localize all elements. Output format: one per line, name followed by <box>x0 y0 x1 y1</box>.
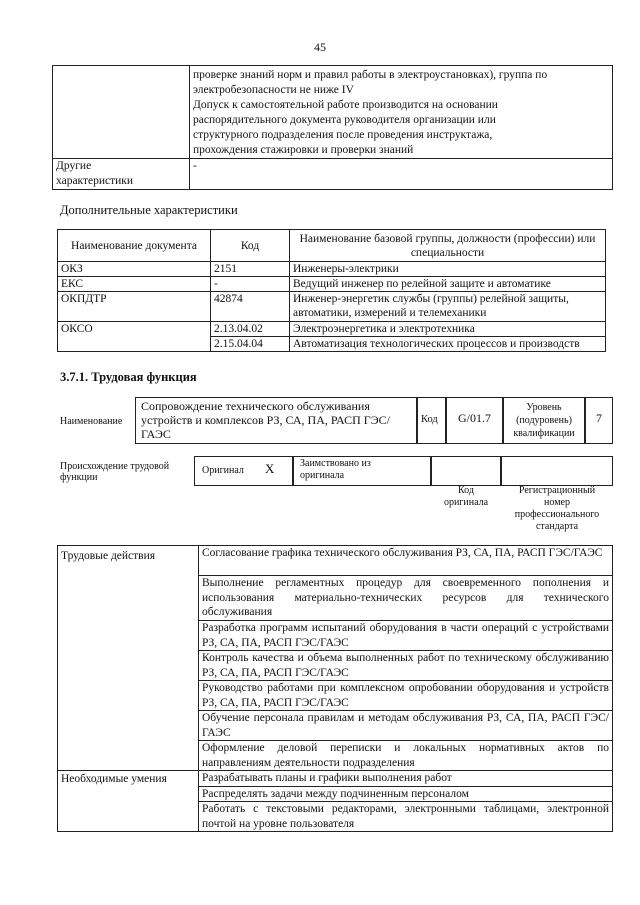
code-value: G/01.7 <box>458 411 491 425</box>
page-number: 45 <box>314 40 326 54</box>
requirements-line: Допуск к самостоятельной работе производится на основании <box>193 99 498 111</box>
header-code: Код <box>211 230 290 262</box>
doc-cell: ОКСО <box>58 322 211 337</box>
table-row <box>58 262 606 277</box>
name-cell: Инженеры-электрики <box>290 262 606 277</box>
requirements-text-cell <box>190 66 613 159</box>
name-cell: Ведущий инженер по релейной защите и автоматике <box>290 277 606 292</box>
doc-cell: ОКЗ <box>58 262 211 277</box>
label-line: характеристики <box>56 175 134 187</box>
table-row <box>58 337 606 352</box>
original-mark: X <box>265 461 275 476</box>
requirements-line: структурного подразделения после проведения инструктажа, <box>193 129 493 141</box>
name-cell: Электроэнергетика и электротехника <box>290 322 606 337</box>
list-item: Обучение персонала правилам и методам обслуживания РЗ, СА, ПА, РАСП ГЭС/ГАЭС <box>199 711 613 741</box>
name-cell: Автоматизация технологических процессов и производств <box>290 337 606 352</box>
list-item: Руководство работами при комплексном опробовании оборудования и устройств РЗ, СА, ПА, РАСП ГЭС/ГАЭС <box>199 681 613 711</box>
labor-actions-table <box>57 545 613 832</box>
doc-cell <box>58 337 211 352</box>
other-characteristics-value: - <box>190 159 613 190</box>
header-group-name: Наименование базовой группы, должности (профессии) или специальности <box>290 230 606 262</box>
additional-characteristics-title: Дополнительные характеристики <box>60 203 238 217</box>
origin-code-cell <box>431 456 501 486</box>
additional-characteristics-table <box>57 229 606 352</box>
list-item: Распределять задачи между подчиненным персоналом <box>199 786 613 802</box>
level-value: 7 <box>596 411 602 425</box>
table-row <box>58 322 606 337</box>
doc-cell: ЕКС <box>58 277 211 292</box>
table-row <box>58 277 606 292</box>
list-item: Контроль качества и объема выполненных работ по техническому обслуживанию РЗ, СА, ПА, РАСП ГЭС/ГАЭС <box>199 651 613 681</box>
code-cell: 42874 <box>211 292 290 322</box>
empty-label-cell <box>53 66 190 159</box>
label-line: Другие <box>56 160 92 172</box>
list-item: Выполнение регламентных процедур для своевременного пополнения и использования материально-технических ресурсов для технического обслуживания <box>199 576 613 621</box>
list-item: Согласование графика технического обслуживания РЗ, СА, ПА, РАСП ГЭС/ГАЭС <box>199 546 613 576</box>
list-item: Оформление деловой переписки и локальных нормативных актов по направлениям деятельности подразделения <box>199 741 613 771</box>
registration-number-cell <box>501 456 613 486</box>
qualification-requirements-table <box>52 65 613 190</box>
labor-actions-label: Трудовые действия <box>58 546 199 771</box>
section-title: 3.7.1. Трудовая функция <box>60 370 197 384</box>
origin-label: Происхождение трудовой функции <box>60 461 170 483</box>
skills-label: Необходимые умения <box>58 771 199 832</box>
requirements-line: распорядительного документа руководителя организации или <box>193 114 496 126</box>
borrowed-label: Заимствовано из оригинала <box>300 458 371 481</box>
function-name-value: Сопровождение технического обслуживания устройств и комплексов РЗ, СА, ПА, РАСП ГЭС/ГАЭС <box>141 399 390 441</box>
code-cell: 2151 <box>211 262 290 277</box>
name-cell: Инженер-энергетик службы (группы) релейной защиты, автоматики, измерений и телемеханики <box>290 292 606 322</box>
code-label: Код <box>421 414 438 425</box>
list-item: Работать с текстовыми редакторами, электронными таблицами, электронной почтой на уровне пользователя <box>199 802 613 832</box>
other-characteristics-label <box>53 159 190 190</box>
requirements-line: электробезопасности не ниже IV <box>193 84 354 96</box>
requirements-line: проверке знаний норм и правил работы в электроустановках), группа по <box>193 69 548 81</box>
code-cell: 2.13.04.02 <box>211 322 290 337</box>
original-label: Оригинал <box>202 465 244 476</box>
level-label: Уровень (подуровень) квалификации <box>513 402 575 439</box>
name-label: Наименование <box>60 416 123 427</box>
code-cell: - <box>211 277 290 292</box>
origin-code-caption: Код оригинала <box>443 485 489 508</box>
requirements-line: прохождения стажировки и проверки знаний <box>193 144 414 156</box>
table-row <box>58 292 606 322</box>
registration-number-caption: Регистрационный номер профессионального стандарта <box>514 485 600 532</box>
header-document: Наименование документа <box>58 230 211 262</box>
list-item: Разрабатывать планы и графики выполнения работ <box>199 771 613 787</box>
doc-cell: ОКПДТР <box>58 292 211 322</box>
code-cell: 2.15.04.04 <box>211 337 290 352</box>
list-item: Разработка программ испытаний оборудования в части операций с устройствами РЗ, СА, ПА, РАСП ГЭС/ГАЭС <box>199 621 613 651</box>
